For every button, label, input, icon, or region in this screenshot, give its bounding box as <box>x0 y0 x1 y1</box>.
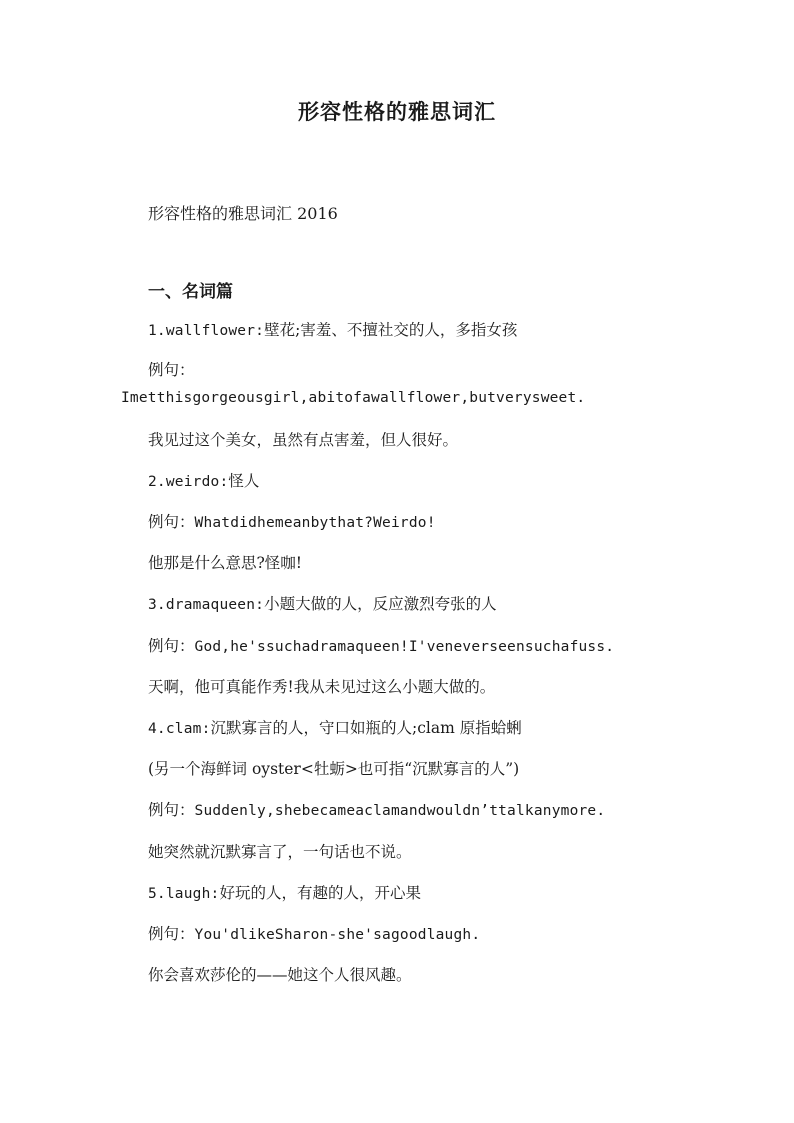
entry-2-term-line <box>148 469 259 491</box>
document-subtitle: 形容性格的雅思词汇 2016 <box>148 204 338 223</box>
entry-term: 1.wallflower: <box>148 323 265 339</box>
entry-3-example-line <box>148 634 614 656</box>
example-label: 例句： <box>148 801 195 819</box>
entry-1-translation: 我见过这个美女，虽然有点害羞，但人很好。 <box>148 431 459 449</box>
entry-4-term-line <box>148 716 522 738</box>
entry-1-example-label: 例句： <box>148 361 195 379</box>
entry-5-term-line <box>148 881 421 903</box>
entry-definition: 怪人 <box>228 472 260 490</box>
entry-4-note: (另一个海鲜词 oyster<牡蛎>也可指“沉默寡言的人”) <box>148 760 520 778</box>
entry-4-translation: 她突然就沉默寡言了，一句话也不说。 <box>148 843 412 861</box>
entry-definition: 好玩的人，有趣的人，开心果 <box>219 884 421 902</box>
document-title: 形容性格的雅思词汇 <box>298 99 496 124</box>
entry-definition: 小题大做的人，反应激烈夸张的人 <box>264 595 497 613</box>
entry-3-term-line <box>148 592 497 614</box>
example-sentence: Whatdidhemeanbythat?Weirdo! <box>194 515 436 531</box>
entry-2-translation: 他那是什么意思?怪咖! <box>148 554 303 572</box>
example-sentence: Imetthisgorgeousgirl,abitofawallflower,butverysweet. <box>121 390 586 406</box>
section-heading: 一、名词篇 <box>148 282 233 302</box>
entry-1-example <box>121 388 585 406</box>
entry-term: 3.dramaqueen: <box>148 597 265 613</box>
example-sentence: You'dlikeSharon-she'sagoodlaugh. <box>194 927 481 943</box>
entry-5-example-line <box>148 922 480 944</box>
entry-term: 2.weirdo: <box>148 474 229 490</box>
entry-1-term-line <box>148 318 517 340</box>
entry-4-example-line <box>148 798 605 820</box>
entry-definition: 沉默寡言的人，守口如瓶的人;clam 原指蛤蜊 <box>210 719 522 737</box>
entry-term: 4.clam: <box>148 721 211 737</box>
example-sentence: God,he'ssuchadramaqueen!I'veneverseensuchafuss. <box>194 639 615 655</box>
example-label: 例句： <box>148 513 195 531</box>
example-label: 例句： <box>148 925 195 943</box>
entry-term: 5.laugh: <box>148 886 220 902</box>
example-label: 例句： <box>148 637 195 655</box>
entry-5-translation: 你会喜欢莎伦的——她这个人很风趣。 <box>148 966 412 984</box>
example-sentence: Suddenly,shebecameaclamandwouldn’ttalkanymore. <box>194 803 606 819</box>
entry-definition: 壁花;害羞、不擅社交的人，多指女孩 <box>264 321 518 339</box>
entry-2-example-line <box>148 510 436 532</box>
entry-3-translation: 天啊，他可真能作秀!我从未见过这么小题大做的。 <box>148 678 496 696</box>
